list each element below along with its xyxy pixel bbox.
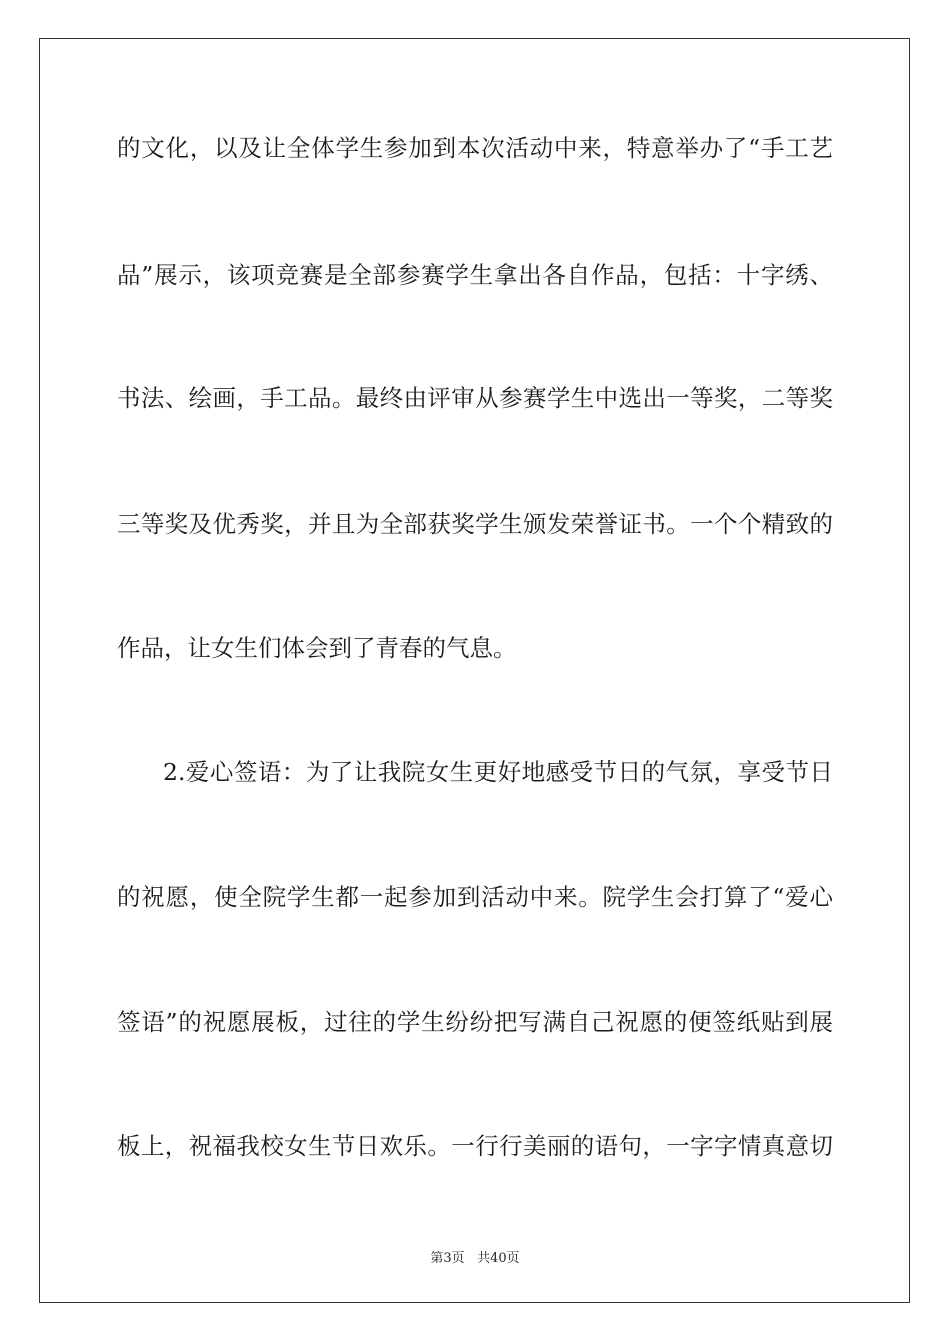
text-line: 三等奖及优秀奖，并且为全部获奖学生颁发荣誉证书。一个个精致的 xyxy=(117,510,833,538)
text-line: 2.爱心签语：为了让我院女生更好地感受节日的气氛，享受节日 xyxy=(163,758,833,786)
text-line: 签语”的祝愿展板，过往的学生纷纷把写满自己祝愿的便签纸贴到展 xyxy=(117,1008,833,1036)
text-line: 的文化，以及让全体学生参加到本次活动中来，特意举办了“手工艺 xyxy=(117,134,833,162)
text-line: 板上，祝福我校女生节日欢乐。一行行美丽的语句，一字字情真意切 xyxy=(117,1132,833,1160)
text-line: 品”展示，该项竞赛是全部参赛学生拿出各自作品，包括：十字绣、 xyxy=(117,261,833,289)
page-border xyxy=(39,38,910,1303)
text-line: 作品，让女生们体会到了青春的气息。 xyxy=(117,634,517,662)
page-footer xyxy=(0,1247,950,1266)
text-line: 书法、绘画，手工品。最终由评审从参赛学生中选出一等奖，二等奖 xyxy=(117,384,833,412)
page-total: 共40页 xyxy=(477,1251,520,1266)
text-line: 的祝愿，使全院学生都一起参加到活动中来。院学生会打算了“爱心 xyxy=(117,883,833,911)
page-number: 第3页 xyxy=(430,1251,465,1266)
